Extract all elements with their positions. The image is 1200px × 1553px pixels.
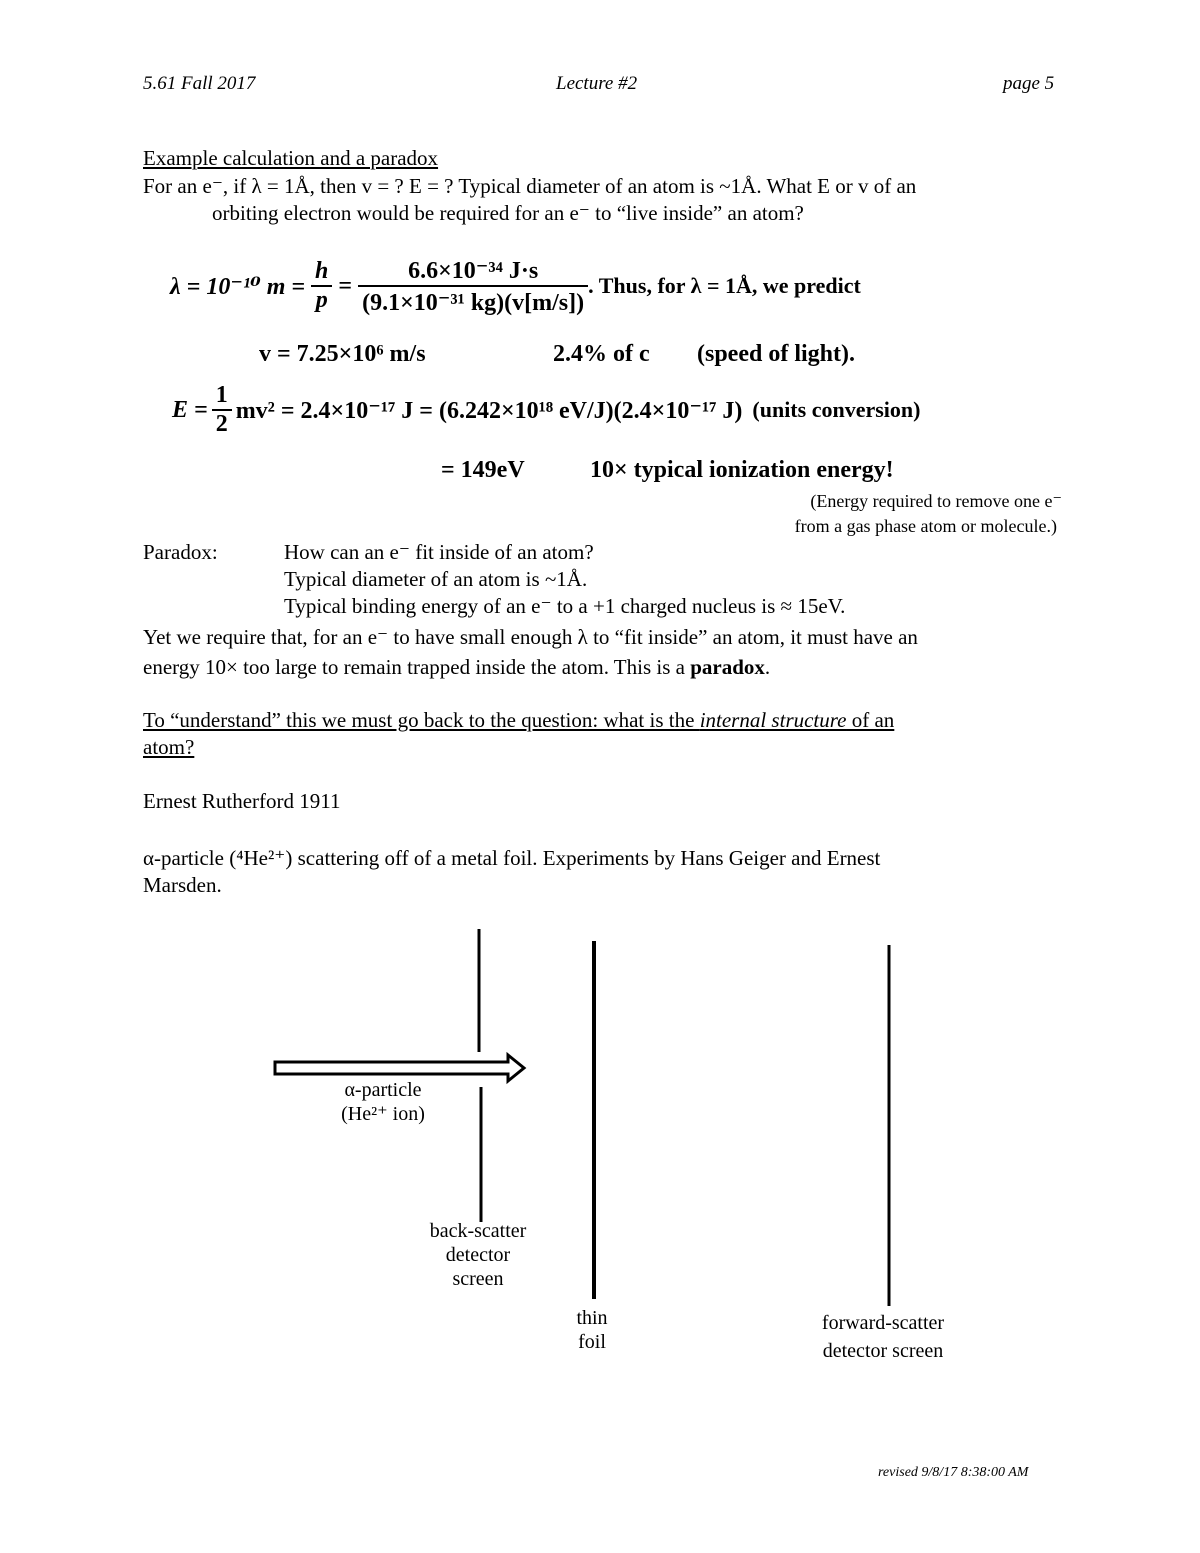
h-numerator: h	[311, 258, 332, 287]
forward-scatter-label	[793, 1309, 973, 1365]
lambda-lhs: λ = 10⁻¹⁰ m =	[170, 274, 306, 300]
foil-label-1: thin	[576, 1307, 608, 1329]
paradox-yet-2c: .	[764, 655, 771, 679]
thin-foil-label	[552, 1306, 632, 1354]
energy-note-1: (Energy required to remove one e⁻	[810, 491, 1062, 511]
back-label-3: screen	[452, 1268, 504, 1290]
half-denominator: 2	[215, 411, 228, 437]
paradox-yet-2a: energy 10× too large to remain trapped inside the atom. This is a	[143, 655, 691, 679]
paradox-q1: How can an e⁻ fit inside of an atom?	[284, 540, 594, 564]
velocity-note: (speed of light).	[697, 341, 855, 367]
understand-1b: internal structure	[699, 708, 847, 732]
energy-note-2: from a gas phase atom or molecule.)	[794, 516, 1057, 536]
velocity-value: v = 7.25×10⁶ m/s	[259, 341, 426, 367]
alpha-line-1: α-particle (⁴He²⁺) scattering off of a metal foil. Experiments by Hans Geiger and Ernest	[143, 846, 881, 870]
rutherford-line: Ernest Rutherford 1911	[143, 789, 341, 813]
units-conversion: (units conversion)	[752, 397, 921, 422]
energy-rhs: mv² = 2.4×10⁻¹⁷ J = (6.242×10¹⁸ eV/J)(2.4×10⁻¹⁷ J)	[235, 398, 743, 424]
p-denominator: p	[315, 287, 328, 313]
back-label-2: detector	[445, 1244, 511, 1266]
paradox-word: paradox	[690, 655, 765, 679]
section-title: Example calculation and a paradox	[143, 146, 439, 170]
paradox-q2: Typical diameter of an atom is ~1Å.	[284, 567, 588, 591]
lambda-denominator: (9.1×10⁻³¹ kg)(v[m/s])	[362, 290, 585, 316]
alpha-label-1: α-particle	[344, 1079, 422, 1101]
half-numerator: 1	[212, 382, 232, 411]
energy-lhs: E =	[172, 396, 208, 423]
header-page: page 5	[1003, 73, 1055, 94]
fwd-label-2: detector screen	[822, 1340, 944, 1362]
understand-1c: of an	[846, 708, 895, 732]
intro-line-1: For an e⁻, if λ = 1Å, then v = ? E = ? Typical diameter of an atom is ~1Å. What E or v of an	[143, 174, 917, 198]
header-lecture: Lecture #2	[556, 73, 638, 94]
header-course: 5.61 Fall 2017	[143, 73, 256, 94]
back-label-1: back-scatter	[429, 1220, 527, 1242]
foil-label-2: foil	[578, 1331, 606, 1353]
paradox-yet-1: Yet we require that, for an e⁻ to have small enough λ to “fit inside” an atom, it must have an	[143, 625, 918, 649]
energy-result: = 149eV	[441, 457, 525, 483]
lambda-numerator: 6.6×10⁻³⁴ J·s	[358, 255, 588, 287]
understand-1a: To “understand” this we must go back to the question: what is the	[143, 708, 700, 732]
paradox-label: Paradox:	[143, 540, 218, 564]
revision-footer: revised 9/8/17 8:38:00 AM	[878, 1465, 1029, 1480]
lambda-tail: . Thus, for λ = 1Å, we predict	[588, 273, 861, 298]
alpha-particle-label	[303, 1078, 463, 1126]
typical-ionization: 10× typical ionization energy!	[590, 457, 894, 483]
lambda-equation: λ = 10⁻¹⁰ m = $\frac{h}{p}$ = $\frac{\text{6.6×10⁻³⁴ J·s}}{\text{(9.1×10⁻³¹ kg)(v[m/s])}}$ . Thus, for λ = 1Å, we predict	[170, 255, 861, 317]
fwd-label-1: forward-scatter	[821, 1312, 945, 1334]
understand-2-atom: atom?	[143, 735, 195, 759]
alpha-line-2: Marsden.	[143, 873, 222, 897]
intro-line-2: orbiting electron would be required for an e⁻ to “live inside” an atom?	[212, 201, 804, 225]
alpha-label-2: (He²⁺ ion)	[341, 1103, 425, 1125]
back-scatter-label	[403, 1219, 553, 1291]
velocity-percent: 2.4% of c	[553, 341, 650, 367]
paradox-q3: Typical binding energy of an e⁻ to a +1 charged nucleus is ≈ 15eV.	[284, 594, 846, 618]
